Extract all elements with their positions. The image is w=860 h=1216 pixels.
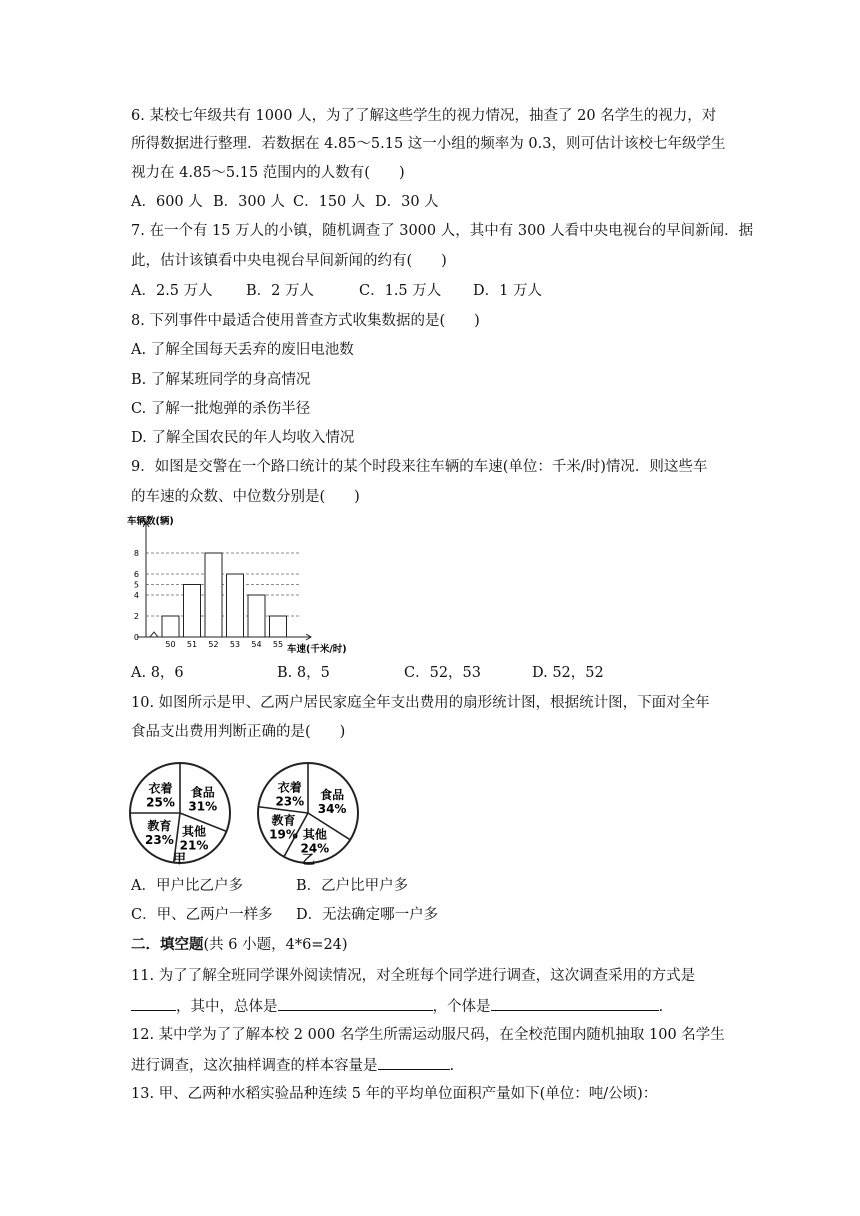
q9-option-a: A. 8，6 [131,665,184,681]
y-tick-label: 6 [133,570,139,579]
q7-option-a: A．2.5 万人 [131,283,213,299]
pie-slice-label: 食品 [320,787,345,802]
y-axis-label: 车辆数(辆) [127,516,174,527]
q11-blank-individual[interactable] [491,996,659,1011]
x-tick-label: 52 [208,640,219,649]
q12-line2 [131,1055,454,1076]
axis-break-mark [150,632,158,637]
pie-slice-label: 衣着 [277,780,302,795]
pie-slice-label: 教育 [147,819,172,834]
q6-option-a: A．600 人 [131,194,203,210]
q6-options [131,192,439,212]
q12-blank-sample-size[interactable] [378,1055,450,1070]
q12-text-end: . [449,1058,455,1074]
pie-slice-value: 25% [146,795,175,810]
q9-options [131,663,604,683]
pie-slice-label: 食品 [190,785,215,800]
pie-slice-label: 其他 [302,827,327,842]
q9-option-c: C．52，53 [404,665,481,681]
q11-line1: 11. 为了了解全班同学课外阅读情况，对全班每个同学进行调查，这次调查采用的方式是 [131,968,696,984]
y-tick-label: 5 [133,580,139,590]
pie-slice-value: 23% [275,794,305,809]
x-axis-label: 车速(千米/时) [287,644,347,655]
q7-option-d: D．1 万人 [473,283,542,299]
q12-line1: 12. 某中学为了了解本校 2 000 名学生所需运动服尺码，在全校范围内随机抽取 100 名学生 [131,1027,725,1043]
q8-option-b: B. 了解某班同学的身高情况 [131,372,311,388]
q8-option-a: A. 了解全国每天丢弃的废旧电池数 [131,342,354,358]
bar-chart-grid [146,553,301,616]
pie-slice-value: 19% [269,827,298,842]
q10-option-d: D．无法确定哪一户多 [296,907,439,923]
x-tick-label: 51 [186,640,198,649]
q6-line2: 所得数据进行整理．若数据在 4.85～5.15 这一小组的频率为 0.3，则可估计该校七年级学生 [131,136,726,152]
y-tick-label: 0 [133,633,139,642]
x-tick-label: 53 [229,640,241,649]
pie-slice-label: 衣着 [148,781,173,796]
q7-option-b: B．2 万人 [246,283,314,299]
q9-option-b: B. 8，5 [277,665,330,681]
pie-title-yi: 乙 [302,853,316,868]
bar-51 [184,585,201,638]
pie-title-jia: 甲 [173,852,187,867]
y-tick-label: 8 [133,549,139,558]
q11-line2 [131,996,663,1017]
bar-52 [205,553,222,637]
q6-option-d: D．30 人 [375,194,439,210]
q11-text-c: . [658,999,664,1015]
bar-55 [270,616,287,637]
section2-note: (共 6 小题，4*6=24) [203,937,348,953]
q10-option-a: A．甲户比乙户多 [131,878,243,894]
q11-text-a: ，其中，总体是 [176,999,278,1015]
q6-line1: 6. 某校七年级共有 1000 人，为了了解这些学生的视力情况，抽查了 20 名学生的视力，对 [131,108,717,124]
bar-54 [248,595,265,637]
pie-slice-value: 31% [188,799,218,814]
q7-options [131,281,542,301]
speed-bar-chart [125,514,365,658]
x-tick-label: 54 [251,640,262,649]
pie-slice-value: 23% [145,833,174,848]
q11-blank-method[interactable] [131,996,176,1011]
bar-53 [227,574,244,637]
q10-option-b: B．乙户比甲户多 [296,878,409,894]
q7-option-c: C．1.5 万人 [359,283,442,299]
q13-line1: 13. 甲、乙两种水稻实验品种连续 5 年的平均单位面积产量如下(单位：吨/公顷)： [131,1086,658,1102]
section2-header [131,935,348,955]
q9-option-d: D. 52，52 [532,665,604,681]
q7-line2: 此，估计该镇看中央电视台早间新闻的约有( ) [131,253,447,269]
x-tick-label: 50 [165,640,176,649]
y-tick-label: 4 [133,591,139,600]
q11-text-b: ，个体是 [432,999,491,1015]
section2-title: 二．填空题 [131,936,204,953]
pie-slice-label: 教育 [271,813,296,828]
pie-slice-label: 其他 [181,824,207,839]
q11-blank-population[interactable] [278,996,433,1011]
q8-option-c: C. 了解一批炮弹的杀伤半径 [131,401,311,417]
q9-line2: 的车速的众数、中位数分别是( ) [131,489,360,505]
q8-line1: 8. 下列事件中最适合使用普查方式收集数据的是( ) [131,313,480,329]
q6-option-c: C．150 人 [293,194,366,210]
q12-text: 进行调查，这次抽样调查的样本容量是 [131,1058,378,1074]
pie-slice-value: 34% [317,801,347,816]
q10-line2: 食品支出费用判断正确的是( ) [131,724,346,740]
q8-option-d: D. 了解全国农民的年人均收入情况 [131,430,355,446]
q6-option-b: B．300 人 [213,194,285,210]
pie-slice-value: 21% [179,838,209,853]
q10-option-c: C．甲、乙两户一样多 [131,907,273,923]
q10-line1: 10. 如图所示是甲、乙两户居民家庭全年支出费用的扇形统计图，根据统计图，下面对全年 [131,695,710,711]
q7-line1: 7. 在一个有 15 万人的小镇，随机调查了 3000 人，其中有 300 人看中央电视台的早间新闻．据 [131,223,754,239]
pie-slice-value: 24% [300,841,330,856]
q9-line1: 9．如图是交警在一个路口统计的某个时段来往车辆的车速(单位：千米/时)情况．则这些车 [131,459,708,475]
y-tick-label: 2 [133,612,139,621]
q10-options-row2 [131,905,438,925]
bar-50 [162,616,179,637]
q6-line3: 视力在 4.85～5.15 范围内的人数有( ) [131,165,405,181]
q10-options-row1 [131,876,408,896]
x-tick-label: 55 [272,640,284,649]
